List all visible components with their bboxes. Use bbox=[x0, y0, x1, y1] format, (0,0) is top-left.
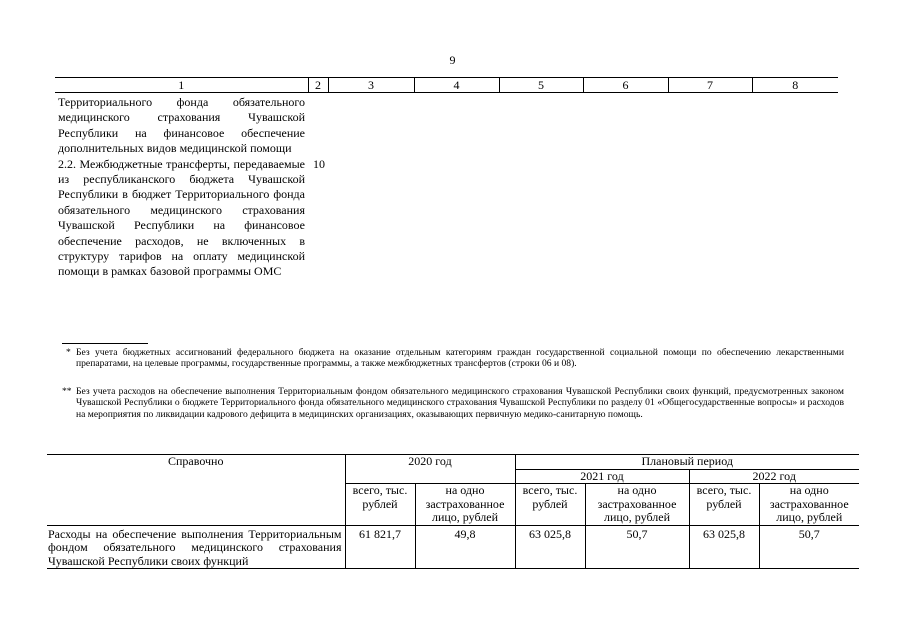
value-2021-per-person: 50,7 bbox=[585, 525, 689, 569]
column-number-3: 3 bbox=[328, 78, 414, 93]
subheader-total: всего, тыс. рублей bbox=[515, 484, 585, 526]
year-2021-header: 2021 год bbox=[515, 469, 689, 484]
table-row bbox=[55, 93, 838, 157]
year-2022-header: 2022 год bbox=[689, 469, 859, 484]
year-2020-header: 2020 год bbox=[345, 455, 515, 484]
table-row bbox=[47, 525, 859, 569]
value-2020-per-person: 49,8 bbox=[415, 525, 515, 569]
column-number-4: 4 bbox=[414, 78, 499, 93]
row-name: 2.2. Межбюджетные трансферты, передаваемые из республиканского бюджета Чувашской Республики в бюджет Территориального фонда обязательного медицинского страхования Чувашской Республики на финансовое обеспечение расходов, не включенных в структуру тарифов на оплату медицинской помощи в рамках базовой программы ОМС bbox=[58, 156, 305, 279]
planned-period-header: Плановый период bbox=[515, 455, 859, 470]
value-2022-total: 63 025,8 bbox=[689, 525, 759, 569]
footnote-marker: * bbox=[66, 347, 71, 358]
reference-table bbox=[47, 454, 859, 569]
column-number-2: 2 bbox=[308, 78, 328, 93]
footnote-marker: ** bbox=[62, 386, 72, 397]
subheader-per-person: на одно застрахованное лицо, рублей bbox=[585, 484, 689, 526]
footnote-text: Без учета расходов на обеспечение выполнения Территориальным фондом обязательного медицинского страхования Чувашской Республики своих функций, предусмотренных законом Чувашской Республики о бюджете Территориального фонда обязательного медицинского страхования Чувашской Республики по разделу 01 «Общегосударственные вопросы» и расходов на мероприятия по ликвидации кадрового дефицита в медицинских организациях, оказывающих первичную медико-санитарную помощь. bbox=[76, 386, 844, 420]
column-number-8: 8 bbox=[752, 78, 838, 93]
column-number-7: 7 bbox=[668, 78, 752, 93]
subheader-total: всего, тыс. рублей bbox=[345, 484, 415, 526]
footnote-1 bbox=[62, 347, 844, 370]
row-name: Расходы на обеспечение выполнения Территориальным фондом обязательного медицинского страхования Чувашской Республики своих функций bbox=[47, 525, 345, 569]
main-table bbox=[55, 77, 838, 280]
subheader-total: всего, тыс. рублей bbox=[689, 484, 759, 526]
value-2020-total: 61 821,7 bbox=[345, 525, 415, 569]
column-number-5: 5 bbox=[499, 78, 583, 93]
table-row bbox=[55, 157, 838, 280]
row-code: 10 bbox=[313, 156, 325, 171]
column-number-1: 1 bbox=[55, 78, 308, 93]
value-2021-total: 63 025,8 bbox=[515, 525, 585, 569]
column-numbers-row bbox=[55, 78, 838, 93]
footnote-separator bbox=[62, 343, 148, 344]
footnote-2 bbox=[62, 386, 844, 420]
row-code bbox=[308, 93, 328, 157]
subheader-per-person: на одно застрахованное лицо, рублей bbox=[759, 484, 859, 526]
column-number-6: 6 bbox=[583, 78, 668, 93]
value-2022-per-person: 50,7 bbox=[759, 525, 859, 569]
row-name: Территориального фонда обязательного медицинского страхования Чувашской Республики на финансовое обеспечение дополнительных видов медицинской помощи bbox=[58, 95, 305, 156]
page-number: 9 bbox=[449, 53, 456, 67]
footnote-text: Без учета бюджетных ассигнований федерального бюджета на оказание отдельным категориям граждан государственной социальной помощи по обеспечению лекарственными препаратами, на целевые программы, государственные программы, а также межбюджетных трансфертов (строки 06 и 08). bbox=[76, 347, 844, 370]
reference-header-label: Справочно bbox=[47, 455, 345, 526]
subheader-per-person: на одно застрахованное лицо, рублей bbox=[415, 484, 515, 526]
